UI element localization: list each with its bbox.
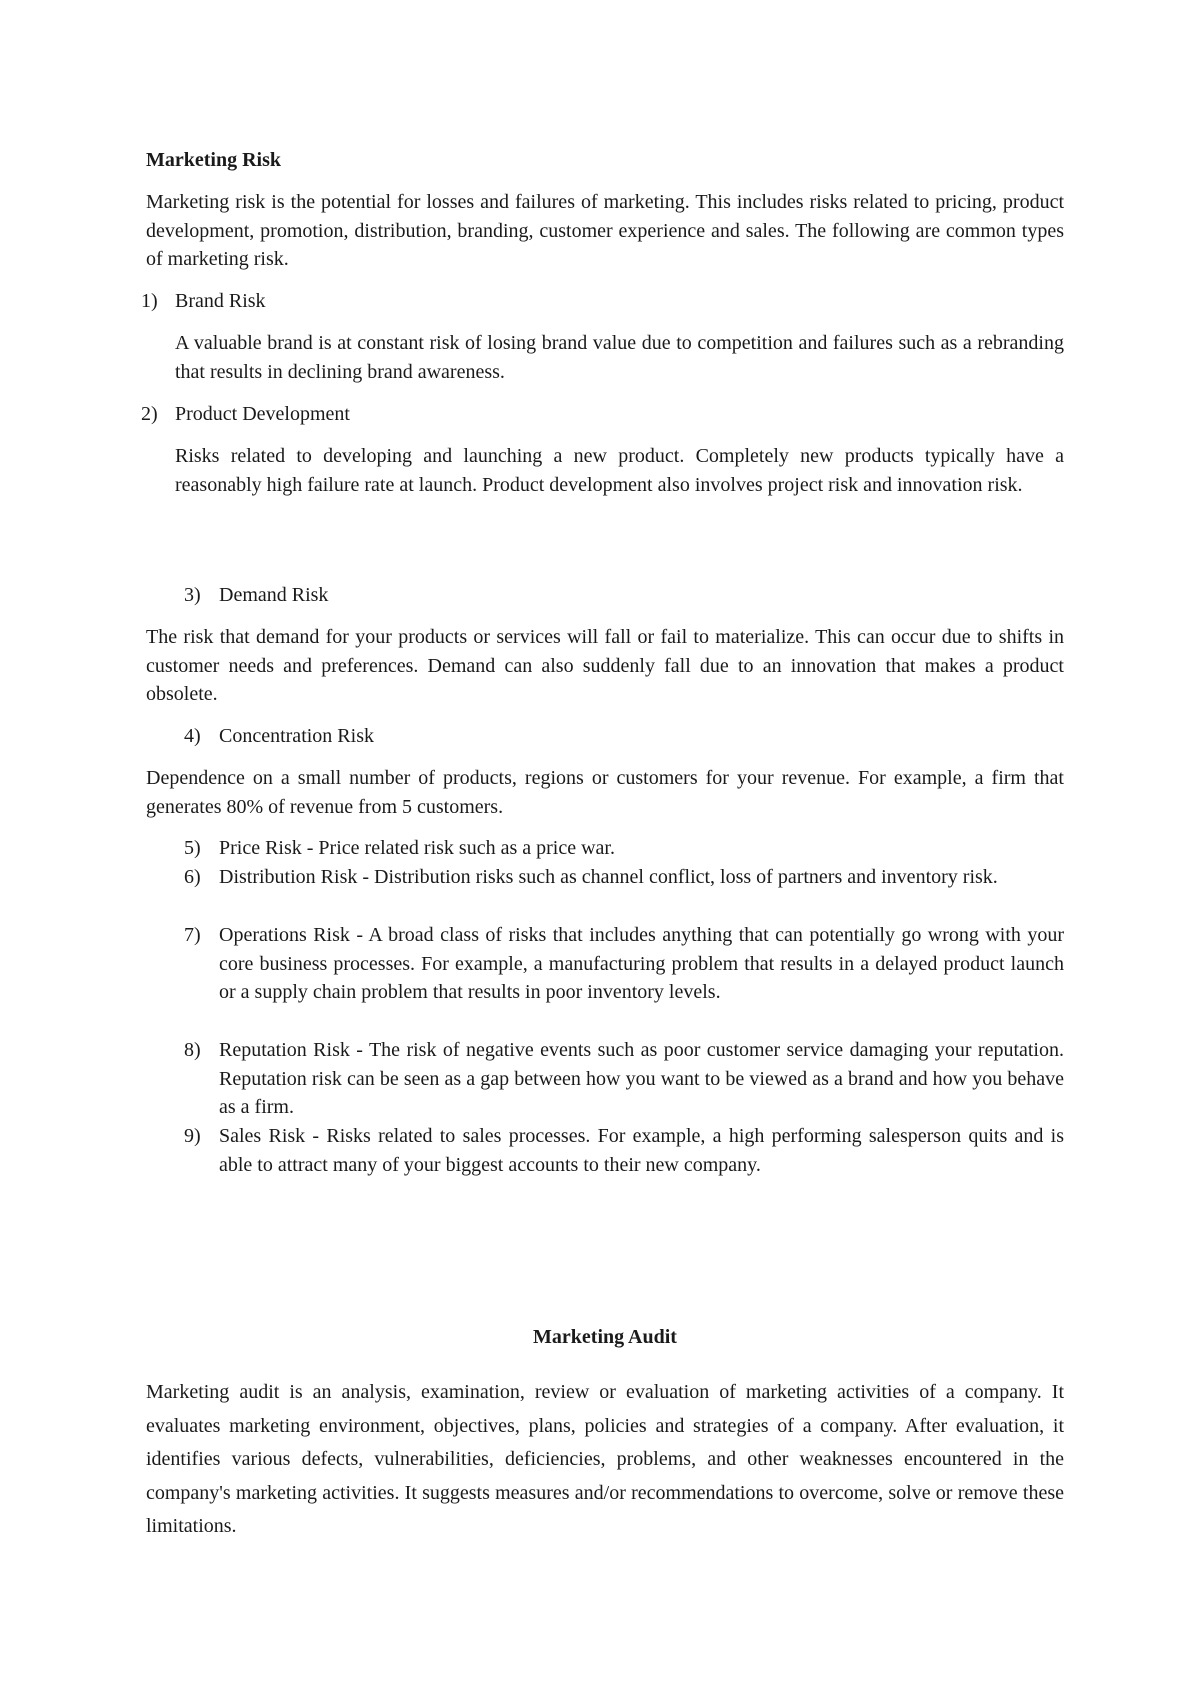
list-item-title: Concentration Risk — [219, 725, 374, 747]
section-title-marketing-risk: Marketing Risk — [146, 149, 281, 171]
section-title-marketing-audit: Marketing Audit — [533, 1326, 677, 1348]
list-item-description: A valuable brand is at constant risk of losing brand value due to competition and failures such as a rebranding that results in declining brand awareness. — [175, 332, 1064, 383]
list-item-description: Dependence on a small number of products, regions or customers for your revenue. For example, a firm that generates 80% of revenue from 5 customers. — [146, 767, 1064, 818]
list-item-text: Distribution Risk - Distribution risks such as channel conflict, loss of partners and inventory risk. — [219, 866, 998, 888]
list-number: 4) — [184, 725, 201, 747]
list-number: 1) — [141, 290, 158, 312]
list-item-text: Operations Risk - A broad class of risks that includes anything that can potentially go wrong with your core business processes. For example, a manufacturing problem that results in a delayed product launch or a supply chain problem that results in poor inventory levels. — [219, 924, 1064, 1003]
list-number: 8) — [184, 1039, 201, 1061]
audit-paragraph: Marketing audit is an analysis, examination, review or evaluation of marketing activities of a company. It evaluates marketing environment, objectives, plans, policies and strategies of a company. After evaluation, it identifies various defects, vulnerabilities, deficiencies, problems, and other weaknesses encountered in the company's marketing activities. It suggests measures and/or recommendations to overcome, solve or remove these limitations. — [146, 1381, 1064, 1537]
list-item-text: Sales Risk - Risks related to sales processes. For example, a high performing salesperson quits and is able to attract many of your biggest accounts to their new company. — [219, 1125, 1064, 1176]
list-item-text: Price Risk - Price related risk such as a price war. — [219, 837, 615, 859]
list-number: 3) — [184, 584, 201, 606]
list-item-description: The risk that demand for your products or services will fall or fail to materialize. This can occur due to shifts in customer needs and preferences. Demand can also suddenly fall due to an innovation that makes a product obsolete. — [146, 626, 1064, 705]
intro-paragraph: Marketing risk is the potential for losses and failures of marketing. This includes risks related to pricing, product development, promotion, distribution, branding, customer experience and sales. The following are common types of marketing risk. — [146, 191, 1064, 270]
list-number: 7) — [184, 924, 201, 946]
list-item-title: Brand Risk — [175, 290, 266, 312]
list-number: 2) — [141, 403, 158, 425]
list-number: 9) — [184, 1125, 201, 1147]
list-number: 6) — [184, 866, 201, 888]
list-item-text: Reputation Risk - The risk of negative events such as poor customer service damaging your reputation. Reputation risk can be seen as a gap between how you want to be viewed as a brand and how you behave as a firm. — [219, 1039, 1064, 1118]
list-number: 5) — [184, 837, 201, 859]
list-item-description: Risks related to developing and launching a new product. Completely new products typically have a reasonably high failure rate at launch. Product development also involves project risk and innovation risk. — [175, 445, 1064, 496]
list-item-title: Demand Risk — [219, 584, 329, 606]
list-item-title: Product Development — [175, 403, 350, 425]
